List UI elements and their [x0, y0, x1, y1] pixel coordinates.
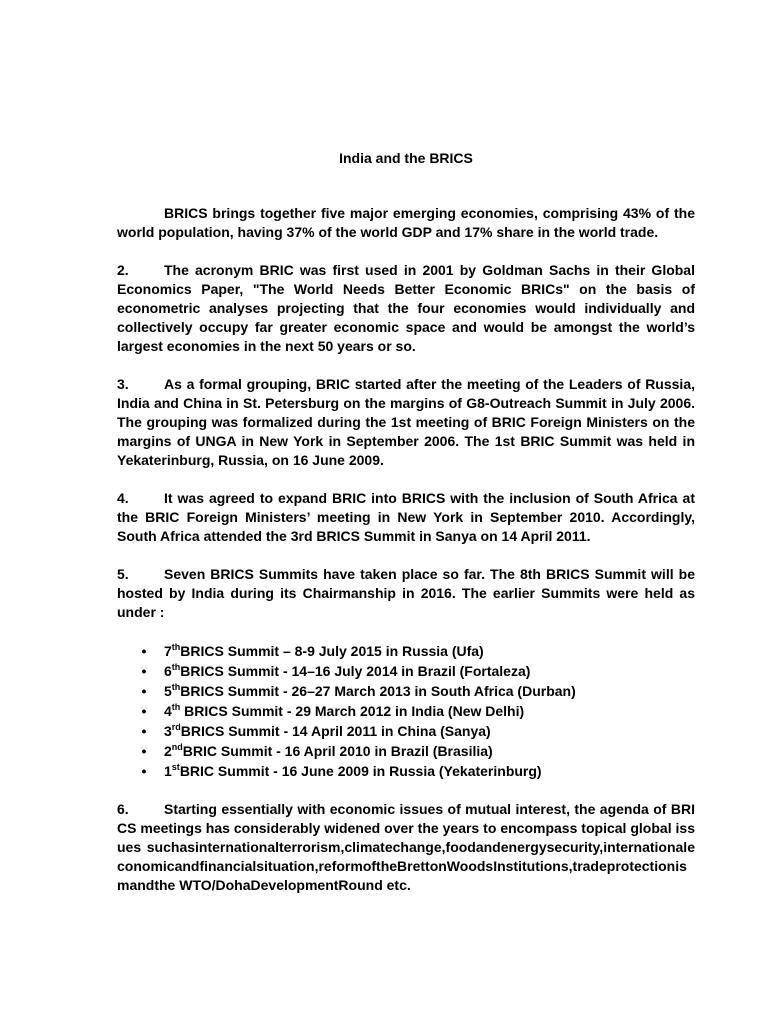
- paragraph-number: 3.: [117, 376, 129, 392]
- summit-ordinal: 4: [164, 703, 172, 719]
- list-item: [117, 681, 695, 701]
- summit-ordinal: 1: [164, 763, 172, 779]
- ordinal-suffix: rd: [171, 722, 181, 732]
- list-item: [117, 721, 695, 741]
- ordinal-suffix: th: [171, 702, 181, 712]
- summit-text: BRICS Summit - 14–16 July 2014 in Brazil (Fortaleza): [180, 663, 531, 679]
- paragraph-text: The acronym BRIC was first used in 2001 by Goldman Sachs in their Global Economics Paper, "The World Needs Better Economic BRICs" on the basis of econometric analyses projecting that the four economies would individually and collectively occupy far greater economic space and would be amongst the world’s largest economies in the next 50 years or so.: [117, 262, 695, 354]
- summit-list: [117, 641, 695, 781]
- summit-text: BRIC Summit - 16 June 2009 in Russia (Yekaterinburg): [179, 763, 542, 779]
- bullet-icon: •: [141, 643, 147, 659]
- paragraph-text: Seven BRICS Summits have taken place so far. The 8th BRICS Summit will be hosted by India during its Chairmanship in 2016. The earlier Summits were held as under :: [117, 566, 695, 620]
- paragraph-number: 5.: [117, 566, 129, 582]
- summit-ordinal: 2: [164, 743, 172, 759]
- summit-ordinal: 5: [164, 683, 172, 699]
- list-item: [117, 741, 695, 761]
- summit-text: BRIC Summit - 16 April 2010 in Brazil (Brasilia): [182, 743, 493, 759]
- paragraph-6: [117, 800, 695, 895]
- summit-ordinal: 6: [164, 663, 172, 679]
- paragraph-text: Starting essentially with economic issues of mutual interest, the agenda of BRICS meetings has considerably widened over the years to encompass topical global issues suchasinternationalterrorism,climatechange,foodandenergysecurity,internationaleconomicandfinancialsituation,reformoftheBrettonWoodsInstitutions,tradeprotectionismandthe WTO/DohaDevelopmentRound etc.: [117, 801, 695, 893]
- summit-text: BRICS Summit - 29 March 2012 in India (New Delhi): [180, 703, 525, 719]
- summit-ordinal: 3: [164, 723, 172, 739]
- list-item: [117, 661, 695, 681]
- summit-text: BRICS Summit - 14 April 2011 in China (Sanya): [180, 723, 491, 739]
- summit-ordinal: 7: [164, 643, 172, 659]
- paragraph-number: 4.: [117, 490, 129, 506]
- ordinal-suffix: st: [171, 762, 180, 772]
- list-item: [117, 701, 695, 721]
- list-item: [117, 761, 695, 781]
- bullet-icon: •: [141, 723, 147, 739]
- ordinal-suffix: nd: [171, 742, 183, 752]
- paragraph-text: It was agreed to expand BRIC into BRICS with the inclusion of South Africa at the BRIC Foreign Ministers’ meeting in New York in September 2010. Accordingly, South Africa attended the 3rd BRICS Summit in Sanya on 14 April 2011.: [117, 490, 695, 544]
- paragraph-number: 2.: [117, 262, 129, 278]
- paragraph-5: [117, 565, 695, 622]
- ordinal-suffix: th: [171, 682, 181, 692]
- bullet-icon: •: [141, 683, 147, 699]
- bullet-icon: •: [141, 763, 147, 779]
- intro-paragraph: BRICS brings together five major emerging economies, comprising 43% of the world population, having 37% of the world GDP and 17% share in the world trade.: [117, 205, 695, 240]
- paragraph-text: As a formal grouping, BRIC started after the meeting of the Leaders of Russia, India and China in St. Petersburg on the margins of G8-Outreach Summit in July 2006. The grouping was formalized during the 1st meeting of BRIC Foreign Ministers on the margins of UNGA in New York in September 2006. The 1st BRIC Summit was held in Yekaterinburg, Russia, on 16 June 2009.: [117, 376, 695, 468]
- paragraph-number: 6.: [117, 801, 129, 817]
- page-title: India and the BRICS: [339, 150, 473, 166]
- bullet-icon: •: [141, 743, 147, 759]
- ordinal-suffix: th: [171, 662, 181, 672]
- paragraph-4: [117, 489, 695, 546]
- bullet-icon: •: [141, 663, 147, 679]
- paragraph-3: [117, 375, 695, 470]
- bullet-icon: •: [141, 703, 147, 719]
- list-item: [117, 641, 695, 661]
- summit-text: BRICS Summit – 8-9 July 2015 in Russia (Ufa): [180, 643, 484, 659]
- document-body: [117, 149, 695, 914]
- paragraph-2: [117, 261, 695, 356]
- ordinal-suffix: th: [171, 642, 181, 652]
- summit-text: BRICS Summit - 26–27 March 2013 in South Africa (Durban): [180, 683, 576, 699]
